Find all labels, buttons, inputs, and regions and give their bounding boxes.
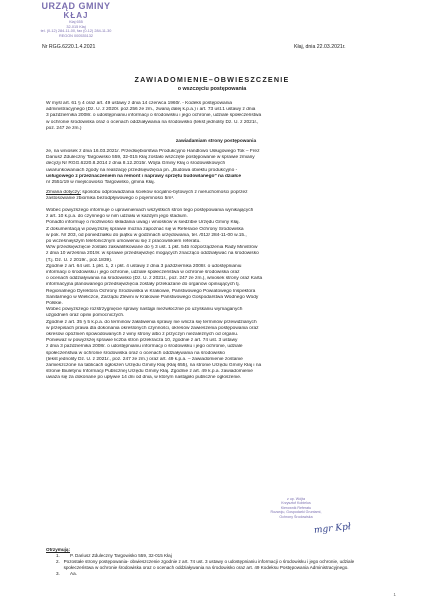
notify-heading: zawiadamiam strony postępowania bbox=[175, 139, 257, 144]
document-subtitle: o wszczęciu postępowania bbox=[177, 86, 247, 92]
stamp-line: Kierownik Referatu bbox=[280, 505, 312, 510]
body-paragraphs bbox=[46, 208, 386, 382]
text-line: 3 października 2008r. o udostępnianiu informacji o środowisku i jego ochronie, udziale społeczeństwa bbox=[46, 113, 262, 119]
stamp-line: 32-015 Kłaj bbox=[66, 24, 86, 29]
text-line: z dnia 10 września 2019r. w sprawie przedsięwzięć mogących znacząco oddziaływać na środowisko bbox=[46, 251, 259, 257]
list-item-text: Pozostałe strony postępowania- obwieszczenie zgodnie z art. 74 ust. 3 ustawy o udostępnianiu informacji o środowisku i jego ochronie, udziale społeczeństwa w ochronie środowiska oraz o ocenach oddziaływania na środowisko oraz art. 49 Kodeksu Postępowania Administracyjnego. bbox=[63, 559, 355, 570]
stamp-town-name: KŁAJ bbox=[63, 11, 89, 20]
list-item bbox=[46, 571, 376, 577]
text-line: Ponadto informuję o możliwości składania uwag i wniosków w siedzibie Urzędu Gminy Kłaj. bbox=[46, 220, 240, 226]
text-line: Sanitarnego w Wieliczce, Zarządu Zlewni w Krakowie Państwowego Gospodarstwa Wodnego Wody bbox=[46, 294, 259, 300]
list-item-text: Aa. bbox=[70, 571, 77, 576]
change-label: Zmiana dotyczy: bbox=[46, 190, 81, 195]
recipients-heading: Otrzymują: bbox=[46, 547, 70, 552]
stamp-line: Krzysztof Kobielus bbox=[281, 501, 311, 506]
text-line: uzgodnień oraz opinii pomocniczych. bbox=[46, 313, 125, 319]
text-line: zastosowanie zbiornika bezodpływowego o pojemności 5m³. bbox=[46, 196, 175, 202]
text-line: Ponieważ w powyższej sprawie liczba stron przekracza 10, zgodnie z art. 74 ust. 3 ustawy bbox=[46, 338, 238, 344]
text-line: W myśl art. 61 § 4 oraz art. 49 ustawy z dnia 14 czerwca 1960r. - Kodeks postępowania bbox=[46, 101, 233, 106]
office-stamp bbox=[30, 2, 122, 38]
stamp-line: Kłaj 655 bbox=[69, 20, 83, 24]
text-line: poz. 247 ze zm.) bbox=[46, 125, 82, 131]
text-line: usługowego z przeznaczeniem na remont i naprawy sprzętu budowlanego" na działce bbox=[46, 173, 241, 179]
text-line: z art. 10 k.p.a. do czynnego w nim udziału w każdym jego stadium. bbox=[46, 214, 188, 220]
list-item-text: P. Dariusz Zduleczny Targowisko 559, 32-015 Kłaj bbox=[70, 553, 172, 558]
text-line: (T.j. Dz. U. z 2019r., poz.1839). bbox=[46, 257, 113, 263]
text-line: w pok. Nr 203, od poniedziałku do piątku w godzinach urzędowania, tel. /012/ 284-11-00 w.15., bbox=[46, 232, 247, 238]
text-line: W/w przedsięwzięcie zostało zakwalifikowane do § 3 ust. 1 pkt. 54b rozporządzenia Rady Ministrów bbox=[46, 245, 258, 251]
text-line: informacyjna planowanego przedsięwzięcia zostały przekazane do organów opiniujących tj. bbox=[46, 282, 240, 288]
stamp-line: Rozwoju, Gospodarki Gruntami, bbox=[270, 510, 322, 515]
intro-paragraph bbox=[46, 101, 386, 132]
text-line: okresów opóźnień spowodowanych z winy strony albo z przyczyn niezależnych od organu. bbox=[46, 332, 239, 338]
text-line: administracyjnego (Dz. U. z 2020r. poz.256 ze zm., zwaną dalej k.p.a.) i art. 73 ust.1 ustawy z dnia bbox=[46, 107, 256, 113]
text-line: w przepisach prawa dla dokonania określonych czynności, okresów zawieszenia postępowania oraz bbox=[46, 325, 259, 331]
text-line: nr 2551/19 w miejscowości Targowisko, gmina Kłaj. bbox=[46, 180, 155, 186]
text-line: informacji o środowisku i jego ochronie, udziale społeczeństwa w ochronie środowiska oraz bbox=[46, 270, 240, 276]
text-line: sposobu odprowadzania ścieków socjalno-bytowych z nieruchomości poprzez bbox=[80, 190, 248, 195]
list-item-number: 3. bbox=[56, 571, 60, 576]
text-line: Wobec powyższego rozstrzygnięcie sprawy nastąpi niezwłocznie po uzyskaniu wymaganych bbox=[46, 307, 243, 313]
text-line: Zgodnie z art. 35 § 5 k.p.a. do terminów załatwienia sprawy nie wlicza się terminów przewidzianych bbox=[46, 319, 257, 325]
text-line: (tekst jednolity Dz. U. z 2021r., poz. 247 ze zm.) oraz art. 49 k.p.a. – zawiadomienie zostanie bbox=[46, 356, 243, 362]
handwritten-signature: mgr Kpł bbox=[313, 522, 352, 536]
list-item-number: 2. bbox=[56, 559, 60, 564]
stamp-line: z up. Wójta bbox=[287, 497, 305, 501]
stamp-line: REGON 000535132 bbox=[59, 33, 93, 38]
text-line: stronie Biuletynu Informacji Publicznej Urzędu Gminy Kłaj. Zgodnie z art. 49 k.p.a. zawiadomienie bbox=[46, 369, 253, 375]
text-line: uwarunkowaniach zgody na realizację przedsięwzięcia pn. „Budowa obiektu produkcyjno - bbox=[46, 167, 238, 173]
text-line: Zgodnie z art. 64 ust. 1 pkt. 1, 2 i pkt. 4 ustawy z dnia 3 października 2008r. o udostępnianiu bbox=[46, 263, 242, 269]
stamp-office-name: URZĄD GMINY bbox=[41, 1, 111, 11]
text-line: Polskie. bbox=[46, 301, 63, 307]
text-line: Dariusz Zduleczny Targowisko 559, 32-015 Kłaj zostało wszczęte postępowanie w sprawie zmiany bbox=[46, 155, 255, 161]
text-line: decyzji Nr RGG.6220.8.2014 z dnia 8.12.2015r. Wójta Gminy Kłaj o środowiskowych bbox=[46, 161, 226, 167]
official-signature-stamp bbox=[244, 497, 348, 519]
document-date: Kłaj, dnia 22.03.2021r. bbox=[294, 44, 346, 50]
change-paragraph bbox=[46, 190, 386, 202]
text-line: uważa się za dokonane po upływie 14 dni od dnia, w którym nastąpiło publiczne ogłoszenie. bbox=[46, 375, 242, 381]
text-line: Wobec powyższego informuje o uprawnieniach wszystkich stron tego postępowania wynikających bbox=[46, 208, 254, 213]
text-line: Regionalnego Dyrektora Ochrony Środowiska w Krakowie, Państwowego Powiatowego Inspektora bbox=[46, 288, 256, 294]
text-line: z dnia 3 października 2008r. o udostępnianiu informacji o środowisku i jego ochronie, udziale bbox=[46, 344, 243, 350]
text-line: o ocenach oddziaływania na środowisko (Dz. U. z 2021r., poz. 247 ze zm.), wniosek strony oraz Karta bbox=[46, 276, 263, 282]
notify-paragraph bbox=[46, 149, 386, 186]
stamp-line: tel. (0-12) 284-11-00, fax (0-12) 284-11-30 bbox=[40, 29, 112, 34]
page-number: 1 bbox=[393, 592, 396, 597]
list-item bbox=[46, 559, 376, 571]
text-line: po wcześniejszym telefonicznym umówieniu się z pracownikiem referatu. bbox=[46, 239, 201, 245]
list-item-number: 1. bbox=[56, 553, 60, 558]
text-line: że, na wniosek z dnia 16.03.2021r. Przedsiębiorstwa Produkcyjno Handlowo Usługowego Tok – Frez bbox=[46, 149, 260, 154]
reference-number: Nr RGG.6220.1.4.2021 bbox=[42, 44, 96, 50]
text-line: zamieszczone na tablicach ogłoszeń Urzędu Gminy Kłaj (Kłaj 655), na stronie Urzędu Gminy Kłaj i na bbox=[46, 363, 262, 369]
text-line: Z dokumentacją w powyższej sprawie można zapoznać się w Referacie Ochrony Środowiska bbox=[46, 226, 244, 232]
document-title: ZAWIADOMIENIE–OBWIESZCZENIE bbox=[134, 75, 290, 84]
recipients-list bbox=[46, 547, 376, 577]
stamp-line: Ochrony Środowiska bbox=[279, 514, 313, 519]
text-line: społeczeństwa w ochronie środowiska oraz o ocenach oddziaływania na środowisko bbox=[46, 350, 225, 356]
text-line: w ochronie środowiska oraz o ocenach oddziaływania na środowisko (tekst jednolity Dz. U. z 2021r., bbox=[46, 119, 259, 125]
